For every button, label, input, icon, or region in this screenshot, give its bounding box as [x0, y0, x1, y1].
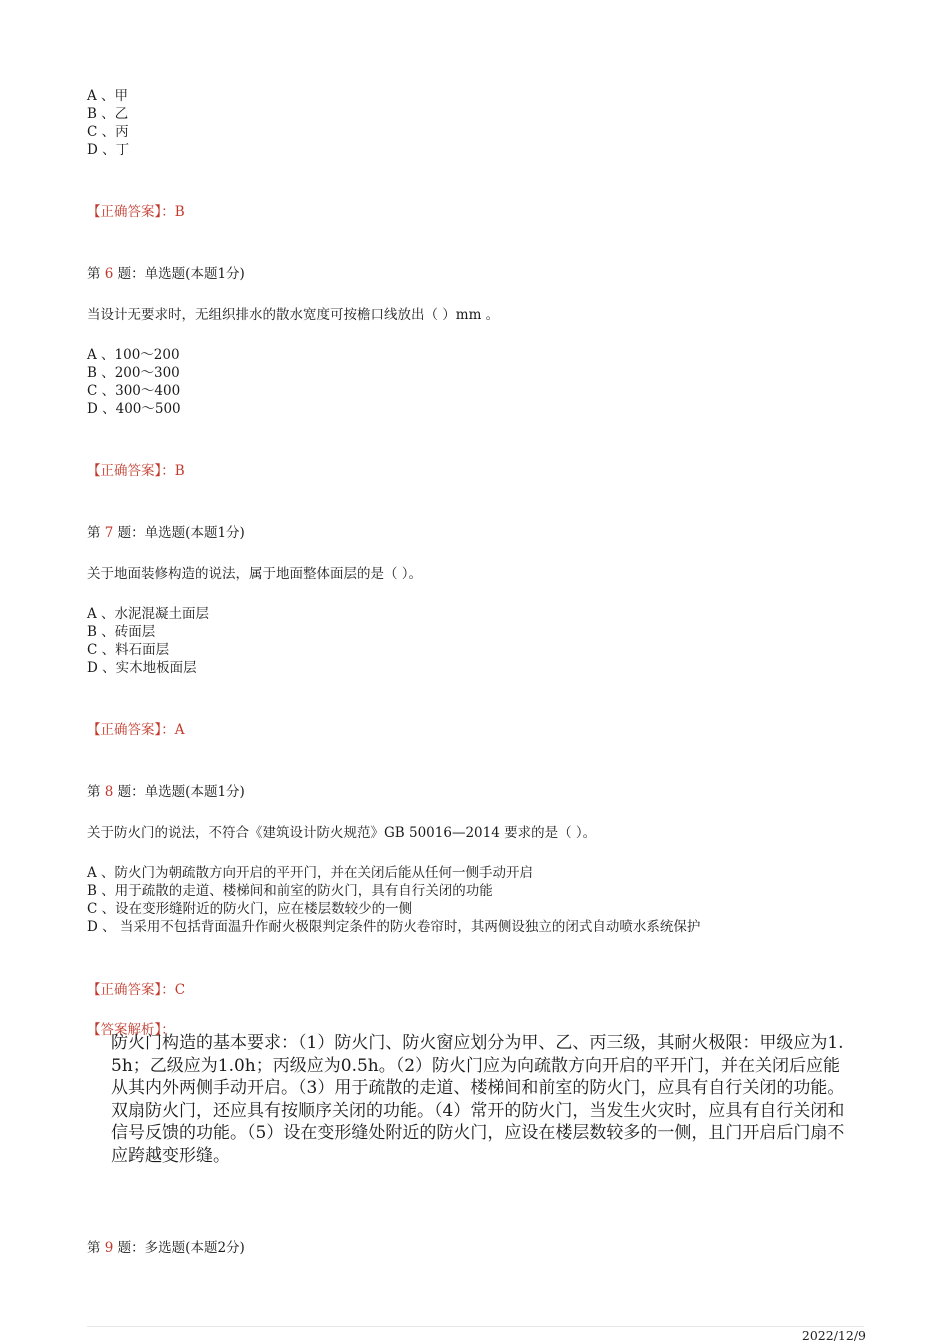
q7-stem: 关于地面装修构造的说法，属于地面整体面层的是（ ）。: [87, 566, 423, 582]
q7-option-c: C 、料石面层: [87, 642, 170, 658]
q7-number: 7: [104, 525, 114, 541]
q9-type: 题：多选题(本题2分): [113, 1240, 245, 1256]
footer-divider: [87, 1326, 864, 1327]
q8-stem: 关于防火门的说法，不符合《建筑设计防火规范》GB 50016—2014 要求的是（ ）。: [87, 825, 597, 841]
q5-option-a: A 、甲: [87, 88, 129, 104]
q8-number: 8: [104, 784, 114, 800]
q6-prefix: 第: [87, 266, 105, 282]
q7-option-d: D 、实木地板面层: [87, 660, 197, 676]
q8-header: [87, 783, 245, 801]
q9-header: [87, 1239, 245, 1257]
q7-option-b: B 、砖面层: [87, 624, 156, 640]
q8-option-a: A 、防火门为朝疏散方向开启的平开门，并在关闭后能从任何一侧手动开启: [87, 865, 534, 881]
q5-correct-answer: 【正确答案】：B: [87, 204, 185, 220]
q8-type: 题：单选题(本题1分): [113, 784, 245, 800]
q6-type: 题：单选题(本题1分): [113, 266, 245, 282]
q5-option-b: B 、乙: [87, 106, 129, 122]
q9-prefix: 第: [87, 1240, 105, 1256]
q8-prefix: 第: [87, 784, 105, 800]
q5-option-c: C 、丙: [87, 124, 129, 140]
q6-stem: 当设计无要求时，无组织排水的散水宽度可按檐口线放出（ ）mm 。: [87, 307, 500, 323]
q6-option-a: A 、100～200: [87, 347, 180, 363]
q8-option-d: D 、 当采用不包括背面温升作耐火极限判定条件的防火卷帘时，其两侧设独立的闭式自动喷水系统保护: [87, 919, 701, 935]
q7-type: 题：单选题(本题1分): [113, 525, 245, 541]
q7-prefix: 第: [87, 525, 105, 541]
q9-number: 9: [104, 1240, 114, 1256]
q8-analysis-text: 防火门构造的基本要求：（1）防火门、防火窗应划分为甲、乙、丙三级，其耐火极限：甲级应为1.5h；乙级应为1.0h；丙级应为0.5h。（2）防火门应为向疏散方向开启的平开门，并在关闭后应能从其内外两侧手动开启。（3）用于疏散的走道、楼梯间和前室的防火门，应具有自行关闭的功能。双扇防火门，还应具有按顺序关闭的功能。（4）常开的防火门，当发生火灾时，应具有自行关闭和信号反馈的功能。（5）设在变形缝处附近的防火门，应设在楼层数较多的一侧，且门开启后门扇不应跨越变形缝。: [111, 1033, 845, 1166]
q6-header: [87, 265, 245, 283]
q6-correct-answer: 【正确答案】：B: [87, 463, 185, 479]
q6-option-b: B 、200～300: [87, 365, 180, 381]
q5-option-d: D 、丁: [87, 142, 130, 158]
q7-correct-answer: 【正确答案】：A: [87, 722, 185, 738]
q7-option-a: A 、水泥混凝土面层: [87, 606, 210, 622]
q8-correct-answer: 【正确答案】：C: [87, 982, 186, 998]
q8-option-b: B 、用于疏散的走道、楼梯间和前室的防火门，具有自行关闭的功能: [87, 883, 493, 899]
q6-number: 6: [104, 266, 114, 282]
q8-option-c: C 、设在变形缝附近的防火门，应在楼层数较少的一侧: [87, 901, 413, 917]
q6-option-c: C 、300～400: [87, 383, 181, 399]
q6-option-d: D 、400～500: [87, 401, 181, 417]
footer-date: 2022/12/9: [801, 1328, 866, 1343]
q7-header: [87, 524, 245, 542]
q8-analysis-label: 【答案解析】：: [87, 1022, 175, 1038]
